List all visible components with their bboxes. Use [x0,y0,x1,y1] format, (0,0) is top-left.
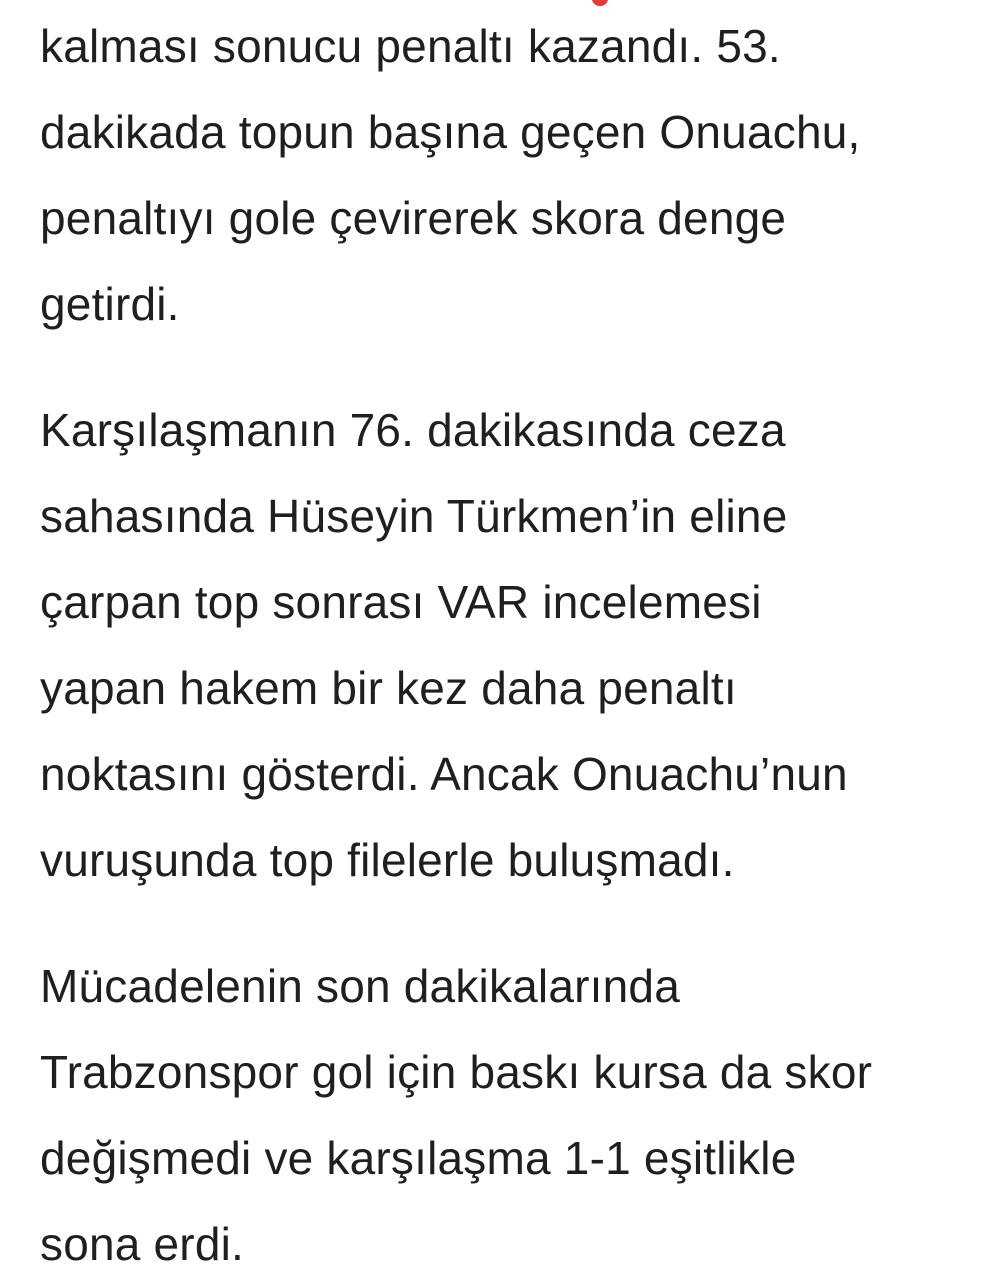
article-paragraph [40,387,970,903]
paragraph-line: penaltıyı gole çevirerek skora denge [40,192,787,244]
paragraph-line: Karşılaşmanın 76. dakikasında ceza [40,404,786,456]
article-paragraph [40,943,970,1287]
paragraph-spacer [40,903,970,943]
paragraph-line: noktasını gösterdi. Ancak Onuachu’nun [40,748,848,800]
paragraph-line: çarpan top sonrası VAR incelemesi [40,576,762,628]
paragraph-line: dakikada topun başına geçen Onuachu, [40,106,861,158]
paragraph-line: Mücadelenin son dakikalarında [40,960,680,1012]
paragraph-line: Trabzonspor gol için baskı kursa da skor [40,1046,873,1098]
paragraph-line: yapan hakem bir kez daha penaltı [40,662,737,714]
paragraph-line: değişmedi ve karşılaşma 1-1 eşitlikle [40,1132,797,1184]
paragraph-line: sahasında Hüseyin Türkmen’in eline [40,490,788,542]
paragraph-line: sona erdi. [40,1218,245,1270]
paragraph-spacer [40,347,970,387]
paragraph-line: vuruşunda top filelerle buluşmadı. [40,834,735,886]
paragraph-line: getirdi. [40,278,180,330]
article-body [40,0,970,1287]
article-paragraph [40,3,970,347]
paragraph-line: kalması sonucu penaltı kazandı. 53. [40,20,781,72]
